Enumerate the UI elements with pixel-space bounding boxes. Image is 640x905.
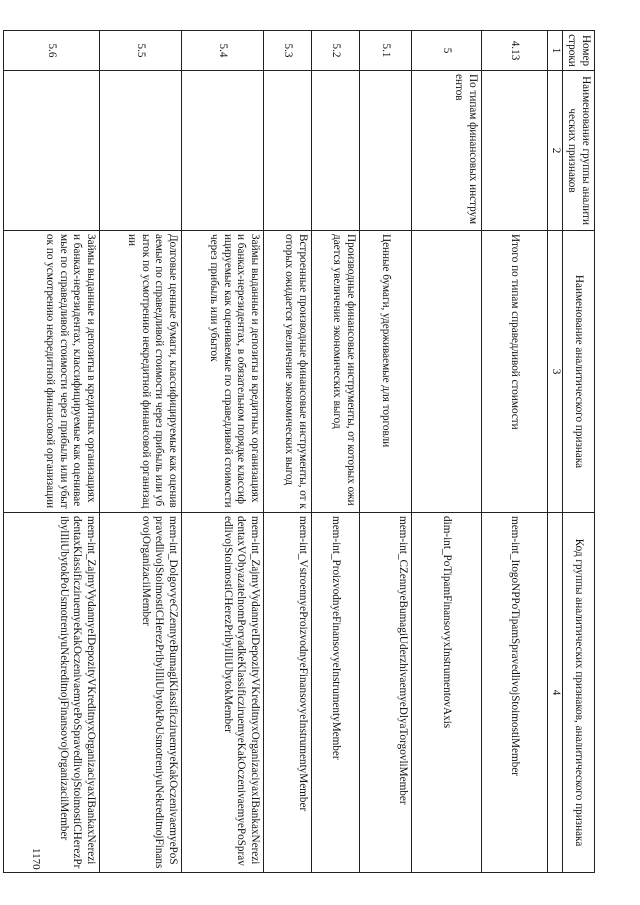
row-number: 5.6 [4,31,100,71]
group-name [360,71,412,231]
row-number: 5 [412,31,482,71]
analytics-table [3,30,595,873]
column-number: 2 [548,71,563,231]
feature-name: Встроенные производные финансовые инструменты, от которых ожидается увеличение экономических выгод [264,231,312,513]
table-row [412,31,482,873]
code: mem-int_ZajmyVydannyeIDepozityVKreditnyxOrganizaciyaxIBankaxNerezidentaxVObyazatelnomPoryadkeKlassificziruemyeKakOczenivaemyePoSpravedlivojStoimostiCHerezPribylIliUbytokMember [182,513,264,873]
column-number: 1 [548,31,563,71]
row-number: 5.2 [312,31,360,71]
group-name [264,71,312,231]
column-number: 4 [548,513,563,873]
table-row [100,31,182,873]
code: mem-int_CZennyeBumagiUderzhivaemyeDlyaTorgovliMember [360,513,412,873]
feature-name: Займы выданные и депозиты в кредитных организациях и банках-нерезидентах, классифицируемые как оцениваемые по справедливой стоимости через прибыль или убыток по усмотрению некредитной финансовой организации [4,231,100,513]
table-row [360,31,412,873]
table-row [482,31,548,873]
header-group-name: Наименование группы аналитических признаков [562,71,594,231]
code: dim-int_PoTipamFinansovyxInstrumentovAxis [412,513,482,873]
header-row [562,31,594,873]
row-number: 5.3 [264,31,312,71]
header-row-number: Номер строки [562,31,594,71]
table-row [312,31,360,873]
group-name [182,71,264,231]
feature-name: Долговые ценные бумаги, классифицируемые как оцениваемые по справедливой стоимости через прибыль или убыток по усмотрению некредитной финансовой организации [100,231,182,513]
feature-name: Итого по типам справедливой стоимости [482,231,548,513]
column-number: 3 [548,231,563,513]
column-number-row [548,31,563,873]
group-name [4,71,100,231]
page-number: 1170 [30,848,42,870]
feature-name [412,231,482,513]
code: mem-int_ProizvodnyeFinansovyeInstrumentyMember [312,513,360,873]
code: mem-int_ItogoNPPoTipamSpravedlivojStoimostiMember [482,513,548,873]
group-name [312,71,360,231]
table-row [4,31,100,873]
feature-name: Ценные бумаги, удерживаемые для торговли [360,231,412,513]
group-name [482,71,548,231]
header-code: Код группы аналитических признаков, аналитического признака [562,513,594,873]
group-name: По типам финансовых инструментов [412,71,482,231]
code: mem-int_ZajmyVydannyeIDepozityVKreditnyxOrganizaciyaxIBankaxNerezidentaxKlassificziruemyeKakOczenivaemyePoSpravedlivojStoimostiCHerezPribylIliUbytokPoUsmotreniyuNekreditnojFinansovojOrganizaciiMember [4,513,100,873]
row-number: 5.1 [360,31,412,71]
row-number: 4.13 [482,31,548,71]
table-row [264,31,312,873]
code: mem-int_DolgovyeCZennyeBumagiKlassificziruemyeKakOczenivaemyePoSpravedlivojStoimostiCHerezPribylIliUbytokPoUsmotreniyuNekreditnojFinansovojOrganizaciiMember [100,513,182,873]
row-number: 5.5 [100,31,182,71]
feature-name: Займы выданные и депозиты в кредитных организациях и банках-нерезидентах, в обязательном порядке классифицируемые как оцениваемые по справедливой стоимости через прибыль или убыток [182,231,264,513]
table-row [182,31,264,873]
row-number: 5.4 [182,31,264,71]
code: mem-int_VstroennyeProizvodnyeFinansovyeInstrumentyMember [264,513,312,873]
header-feature-name: Наименование аналитического признака [562,231,594,513]
feature-name: Производные финансовые инструменты, от которых ожидается увеличение экономических выгод [312,231,360,513]
group-name [100,71,182,231]
